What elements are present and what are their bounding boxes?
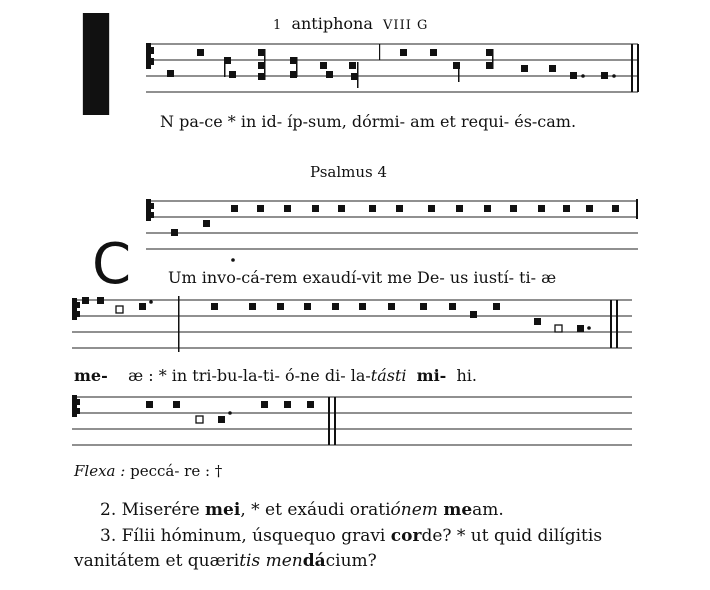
psalm-title — [310, 163, 387, 181]
verse-3 — [74, 524, 644, 574]
verse-bold: me — [443, 500, 473, 520]
verse-italic: ónem — [390, 500, 438, 520]
lyric-mi: mi- — [416, 366, 447, 385]
antiphon-lyrics: N pa-ce * in id- íp-sum, dórmi- am et requi- és-cam. — [160, 112, 577, 131]
verse-text: am. — [472, 500, 504, 520]
psalm-label: Psalmus — [310, 163, 373, 181]
lyric-middle: æ : * in tri-bu-la-ti- ó-ne di- la- — [128, 366, 371, 385]
flexa-text: peccá- re : † — [130, 462, 223, 480]
flexa-label: Flexa : — [74, 462, 126, 480]
antiphon-mode: VIII G — [383, 18, 429, 33]
verse-text: de? * ut quid dilígitis — [421, 526, 603, 546]
lyric-tasti: tásti — [370, 366, 407, 385]
lyric-hi: hi. — [456, 366, 478, 385]
verse-text: cium? — [325, 551, 377, 571]
verse-bold: dá — [302, 551, 326, 571]
lyric-me: me- — [74, 366, 108, 385]
psalm-lyrics-line1: Um invo-cá-rem exaudí-vit me De- us iustí- ti- æ — [168, 268, 557, 287]
antiphon-label: antiphona — [291, 14, 373, 33]
verse-italic: tis men — [239, 551, 303, 571]
verse-text: Fílii hóminum, úsquequo gravi — [121, 526, 391, 546]
verse-bold: cor — [390, 526, 422, 546]
antiphon-number: 1 — [273, 18, 282, 33]
verse-text: vanitátem et quæri — [74, 551, 240, 571]
verse-2 — [100, 498, 504, 523]
verse-number: 3. — [100, 526, 117, 546]
antiphon-initial: I — [70, 0, 123, 149]
psalm-lyrics-line2 — [74, 366, 477, 385]
psalm-number: 4 — [377, 163, 388, 181]
flexa-line — [74, 462, 222, 480]
verse-number: 2. — [100, 500, 117, 520]
verse-bold: mei — [205, 500, 241, 520]
psalm-initial: C — [92, 232, 132, 297]
verse-text: Miserére — [121, 500, 206, 520]
verse-text: , * et exáudi orati — [240, 500, 391, 520]
